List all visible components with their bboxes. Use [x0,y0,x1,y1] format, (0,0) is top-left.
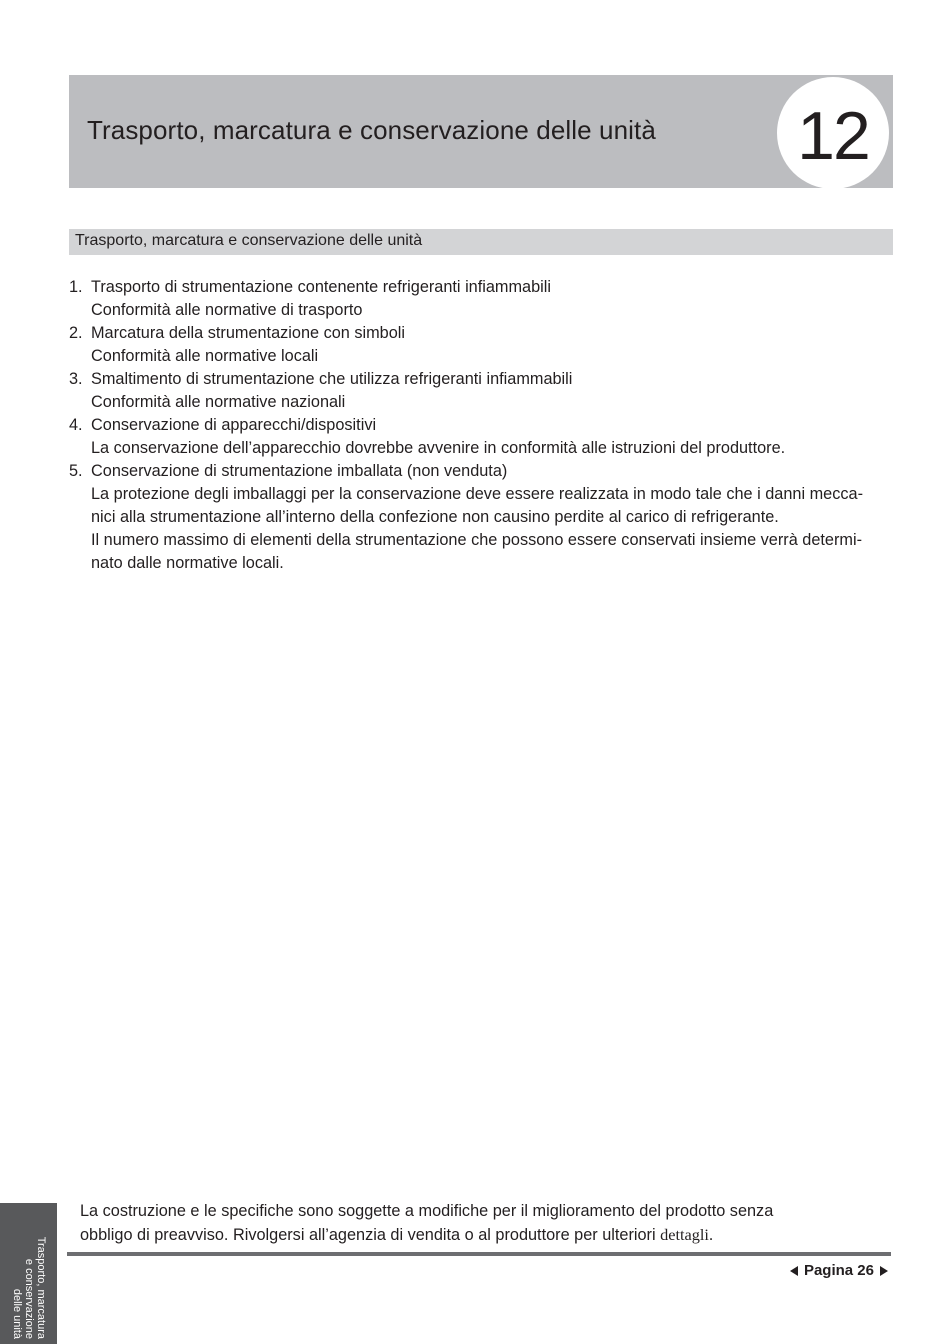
list-item-number: 5. [69,462,83,480]
footer-disclaimer-line: La costruzione e le specifiche sono soggette a modifiche per il miglioramento del prodotto senza [80,1202,774,1220]
list-item-number: 4. [69,416,83,434]
side-tab-line: Trasporto, marcatura [34,1236,47,1339]
list-item-number: 2. [69,324,83,342]
section-title: Trasporto, marcatura e conservazione delle unità [75,232,423,249]
footer-disclaimer [80,1200,880,1247]
list-item [69,276,899,322]
list-item-text: Il numero massimo di elementi della strumentazione che possono essere conservati insieme verrà determi- [91,531,862,549]
list-item-number: 3. [69,370,83,388]
footer-disclaimer-text: obbligo di preavviso. Rivolgersi all’agenzia di vendita o al produttore per ulteriori [80,1226,656,1244]
next-page-arrow-icon[interactable] [880,1266,888,1276]
side-tab-label [11,1209,47,1339]
list-item-text: Conformità alle normative locali [91,347,319,365]
list-item-text: nici alla strumentazione all’interno della confezione non causino perdite al carico di refrigerante. [91,508,779,526]
list-item-text: La protezione degli imballaggi per la conservazione deve essere realizzata in modo tale che i danni mecca- [91,485,863,503]
list-item [69,322,899,368]
list-item-text: La conservazione dell’apparecchio dovrebbe avvenire in conformità alle istruzioni del produttore. [91,439,786,457]
side-chapter-tab [0,1203,57,1344]
list-item-heading: Conservazione di strumentazione imballata (non venduta) [91,462,508,480]
side-tab-line: delle unità [10,1288,23,1339]
side-tab-line: e conservazione [22,1258,35,1339]
previous-page-arrow-icon[interactable] [790,1266,798,1276]
list-item-heading: Conservazione di apparecchi/dispositivi [91,416,377,434]
footer-disclaimer-line [80,1223,880,1247]
list-item [69,460,899,575]
list-item-text: Conformità alle normative nazionali [91,393,346,411]
chapter-number-badge [777,77,889,189]
list-item [69,414,899,460]
list-item-heading: Marcatura della strumentazione con simboli [91,324,406,342]
list-item [69,368,899,414]
page-number-label: Pagina 26 [803,1262,874,1279]
chapter-number: 12 [797,98,869,174]
chapter-title: Trasporto, marcatura e conservazione delle unità [87,115,656,145]
list-item-heading: Smaltimento di strumentazione che utilizza refrigeranti infiammabili [91,370,573,388]
list-item-text: Conformità alle normative di trasporto [91,301,363,319]
footer-disclaimer-last-word: dettagli. [660,1225,714,1244]
page-navigation [790,1262,888,1279]
list-item-number: 1. [69,278,83,296]
numbered-list [69,276,899,575]
list-item-heading: Trasporto di strumentazione contenente refrigeranti infiammabili [91,278,552,296]
section-heading-bar [69,229,893,255]
chapter-header [69,75,893,188]
list-item-text: nato dalle normative locali. [91,554,284,572]
footer-divider [67,1252,891,1256]
